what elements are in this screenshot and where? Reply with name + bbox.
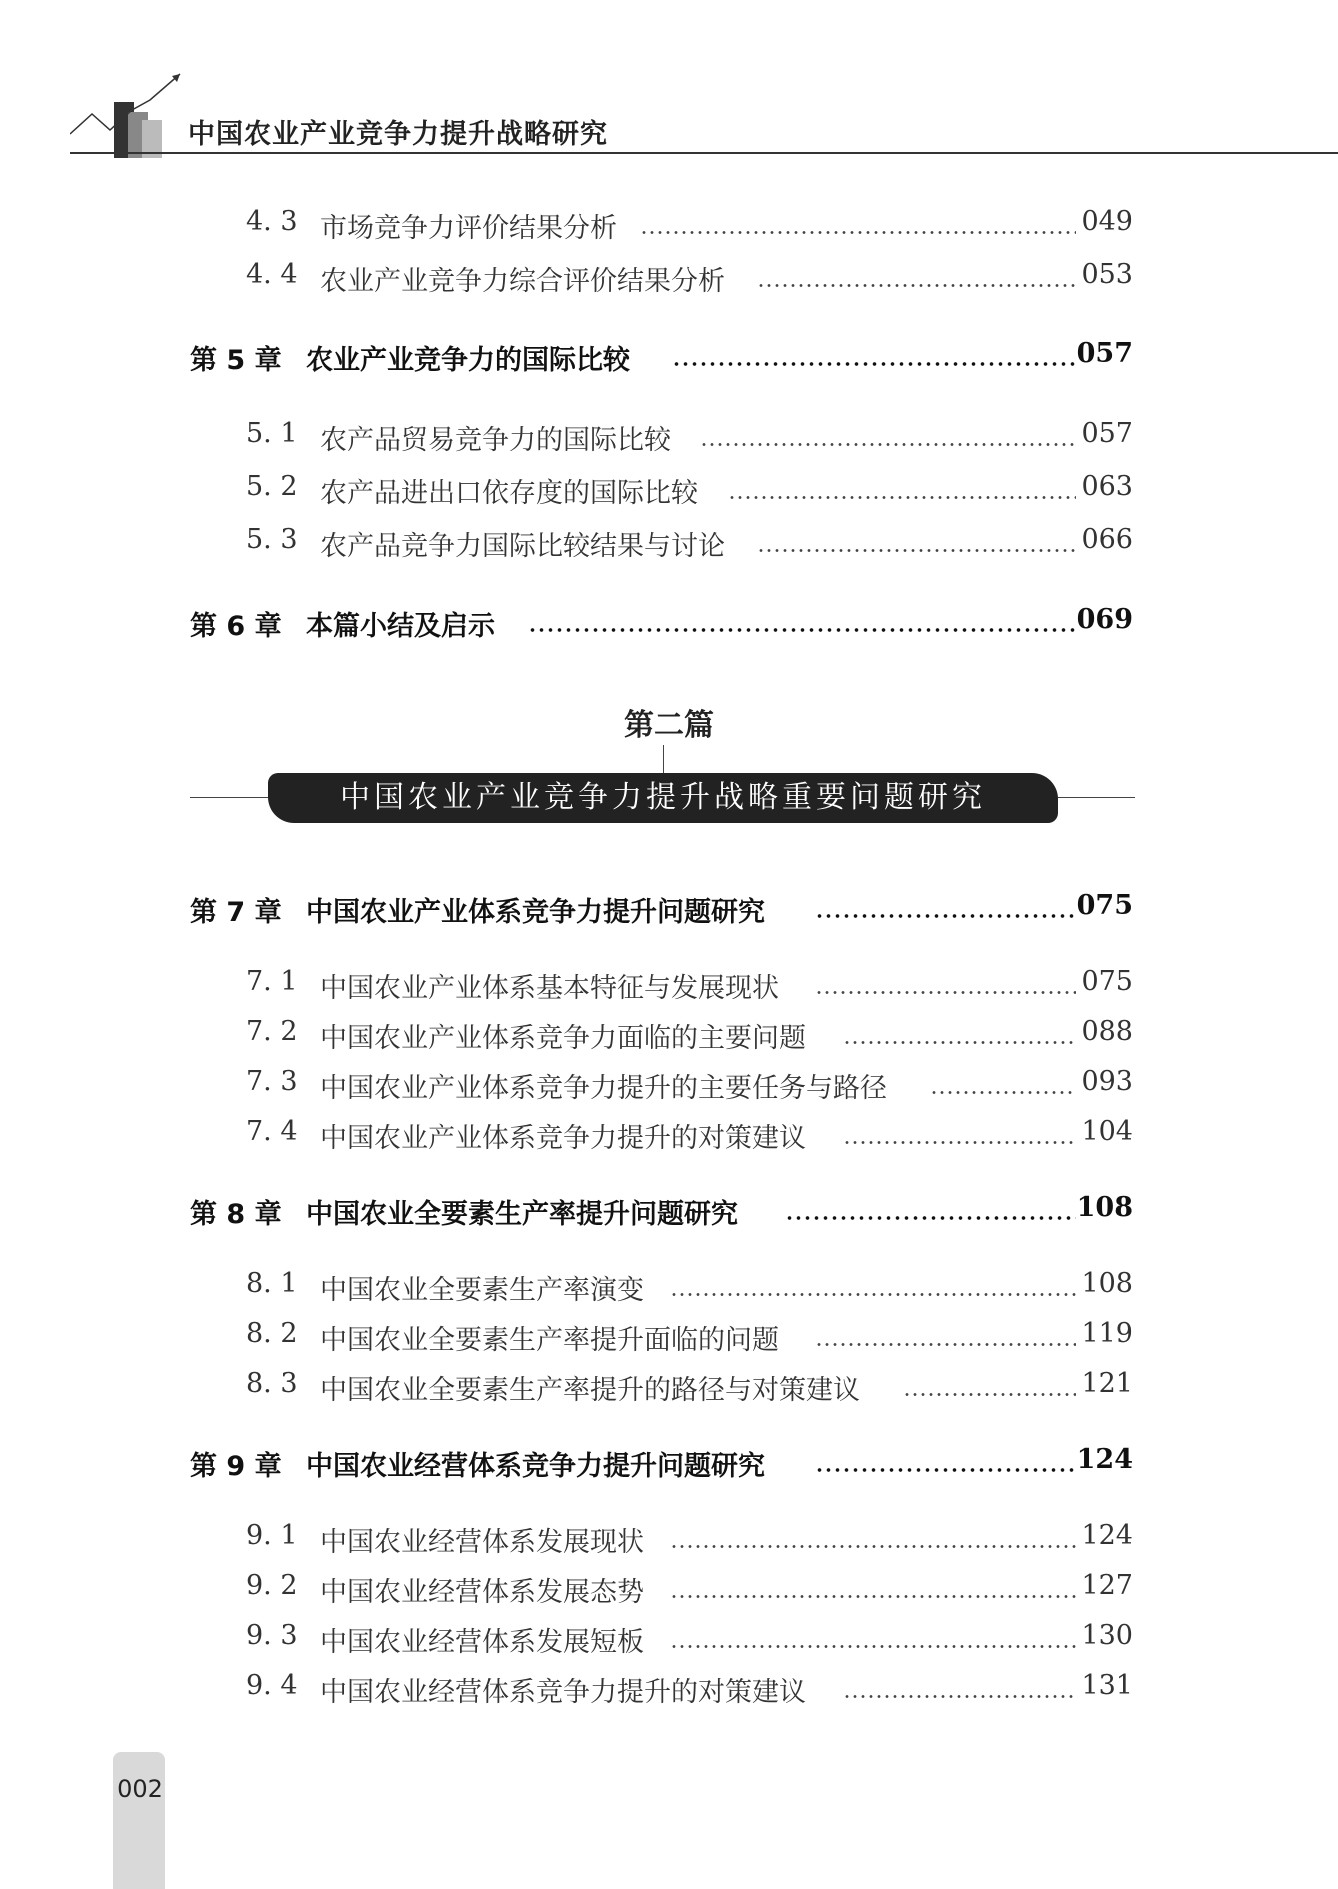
section-title: 中国农业产业体系竞争力提升的对策建议 [320,1123,806,1154]
section-title: 中国农业产业体系竞争力面临的主要问题 [320,1023,806,1054]
page-number: 049 [1081,206,1133,237]
part-stem-line [663,745,664,773]
section-title: 市场竞争力评价结果分析 [320,213,617,244]
header-rule [70,152,1338,154]
toc-section-row[interactable] [0,1268,1338,1308]
page-number: 108 [1081,1268,1133,1299]
section-title: 中国农业产业体系竞争力提升的主要任务与路径 [320,1073,887,1104]
toc-section-row[interactable] [0,259,1338,299]
toc-section-row[interactable] [0,1520,1338,1560]
page-number: 069 [1076,604,1133,635]
part-rule-left [190,797,280,798]
footer-page-number: 002 [117,1775,163,1803]
section-number: 4. 4 [246,259,298,290]
leader-dots [757,549,1076,552]
leader-dots [528,628,1076,632]
section-number: 9. 1 [246,1520,298,1551]
rising-bar-chart-icon [70,62,190,158]
section-title: 中国农业全要素生产率提升面临的问题 [320,1325,779,1356]
toc-chapter-row[interactable] [0,604,1338,644]
toc-section-row[interactable] [0,471,1338,511]
footer-page-tab [113,1752,165,1889]
page-number: 057 [1081,418,1133,449]
leader-dots [843,1141,1076,1144]
toc-section-row[interactable] [0,1670,1338,1710]
toc-chapter-row[interactable] [0,1444,1338,1484]
section-number: 7. 3 [246,1066,298,1097]
page-number: 124 [1076,1444,1133,1475]
leader-dots [903,1393,1076,1396]
chapter-title: 本篇小结及启示 [306,611,495,642]
leader-dots [670,1293,1076,1296]
chapter-title: 农业产业竞争力的国际比较 [306,345,630,376]
section-number: 9. 3 [246,1620,298,1651]
section-title: 农业产业竞争力综合评价结果分析 [320,266,725,297]
page-number: 093 [1081,1066,1133,1097]
toc-chapter-row[interactable] [0,1192,1338,1232]
leader-dots [930,1091,1076,1094]
toc-section-row[interactable] [0,1016,1338,1056]
toc-chapter-row[interactable] [0,338,1338,378]
leader-dots [728,496,1076,499]
section-number: 8. 1 [246,1268,298,1299]
chapter-title: 中国农业全要素生产率提升问题研究 [306,1199,738,1230]
section-title: 农产品竞争力国际比较结果与讨论 [320,531,725,562]
leader-dots [670,1545,1076,1548]
section-title: 农产品贸易竞争力的国际比较 [320,425,671,456]
leader-dots [670,1645,1076,1648]
book-title: 中国农业产业竞争力提升战略研究 [188,119,608,150]
section-number: 8. 2 [246,1318,298,1349]
leader-dots [843,1041,1076,1044]
leader-dots [757,284,1076,287]
leader-dots [815,1343,1076,1346]
chapter-number: 第 9 章 [190,1451,282,1482]
toc-section-row[interactable] [0,418,1338,458]
section-number: 5. 2 [246,471,298,502]
page-number: 131 [1081,1670,1133,1701]
leader-dots [672,362,1076,366]
section-number: 9. 4 [246,1670,298,1701]
section-title: 中国农业全要素生产率提升的路径与对策建议 [320,1375,860,1406]
toc-section-row[interactable] [0,1570,1338,1610]
section-title: 中国农业经营体系发展现状 [320,1527,644,1558]
section-title: 中国农业产业体系基本特征与发展现状 [320,973,779,1004]
toc-section-row[interactable] [0,1318,1338,1358]
chapter-number: 第 5 章 [190,345,282,376]
page-number: 119 [1081,1318,1133,1349]
page-number: 130 [1081,1620,1133,1651]
page-number: 075 [1076,890,1133,921]
chapter-number: 第 7 章 [190,897,282,928]
page-number: 121 [1081,1368,1133,1399]
leader-dots [815,991,1076,994]
part-rule-right [1050,797,1135,798]
page-number: 127 [1081,1570,1133,1601]
section-number: 5. 3 [246,524,298,555]
page-number: 063 [1081,471,1133,502]
page-number: 088 [1081,1016,1133,1047]
leader-dots [670,1595,1076,1598]
part-title-banner: 中国农业产业竞争力提升战略重要问题研究 [268,773,1058,823]
section-title: 农产品进出口依存度的国际比较 [320,478,698,509]
leader-dots [843,1695,1076,1698]
leader-dots [815,914,1076,918]
page-number: 066 [1081,524,1133,555]
toc-section-row[interactable] [0,524,1338,564]
section-number: 9. 2 [246,1570,298,1601]
leader-dots [700,443,1076,446]
page-number: 057 [1076,338,1133,369]
chapter-title: 中国农业经营体系竞争力提升问题研究 [306,1451,765,1482]
leader-dots [815,1468,1076,1472]
page-number: 053 [1081,259,1133,290]
page-number: 124 [1081,1520,1133,1551]
page-header [0,0,1338,160]
toc-section-row[interactable] [0,1066,1338,1106]
section-number: 5. 1 [246,418,298,449]
chapter-number: 第 8 章 [190,1199,282,1230]
section-number: 7. 4 [246,1116,298,1147]
page-number: 104 [1081,1116,1133,1147]
toc-section-row[interactable] [0,1116,1338,1156]
page-number: 108 [1076,1192,1133,1223]
leader-dots [785,1216,1076,1220]
page-number: 075 [1081,966,1133,997]
chapter-number: 第 6 章 [190,611,282,642]
section-number: 7. 2 [246,1016,298,1047]
section-number: 8. 3 [246,1368,298,1399]
section-number: 7. 1 [246,966,298,997]
section-title: 中国农业经营体系发展短板 [320,1627,644,1658]
chapter-title: 中国农业产业体系竞争力提升问题研究 [306,897,765,928]
section-title: 中国农业经营体系发展态势 [320,1577,644,1608]
section-title: 中国农业经营体系竞争力提升的对策建议 [320,1677,806,1708]
toc-section-row[interactable] [0,966,1338,1006]
toc-section-row[interactable] [0,1368,1338,1408]
toc-section-row[interactable] [0,206,1338,246]
leader-dots [640,231,1076,234]
toc-chapter-row[interactable] [0,890,1338,930]
section-number: 4. 3 [246,206,298,237]
part-label: 第二篇 [624,708,714,743]
toc-section-row[interactable] [0,1620,1338,1660]
section-title: 中国农业全要素生产率演变 [320,1275,644,1306]
